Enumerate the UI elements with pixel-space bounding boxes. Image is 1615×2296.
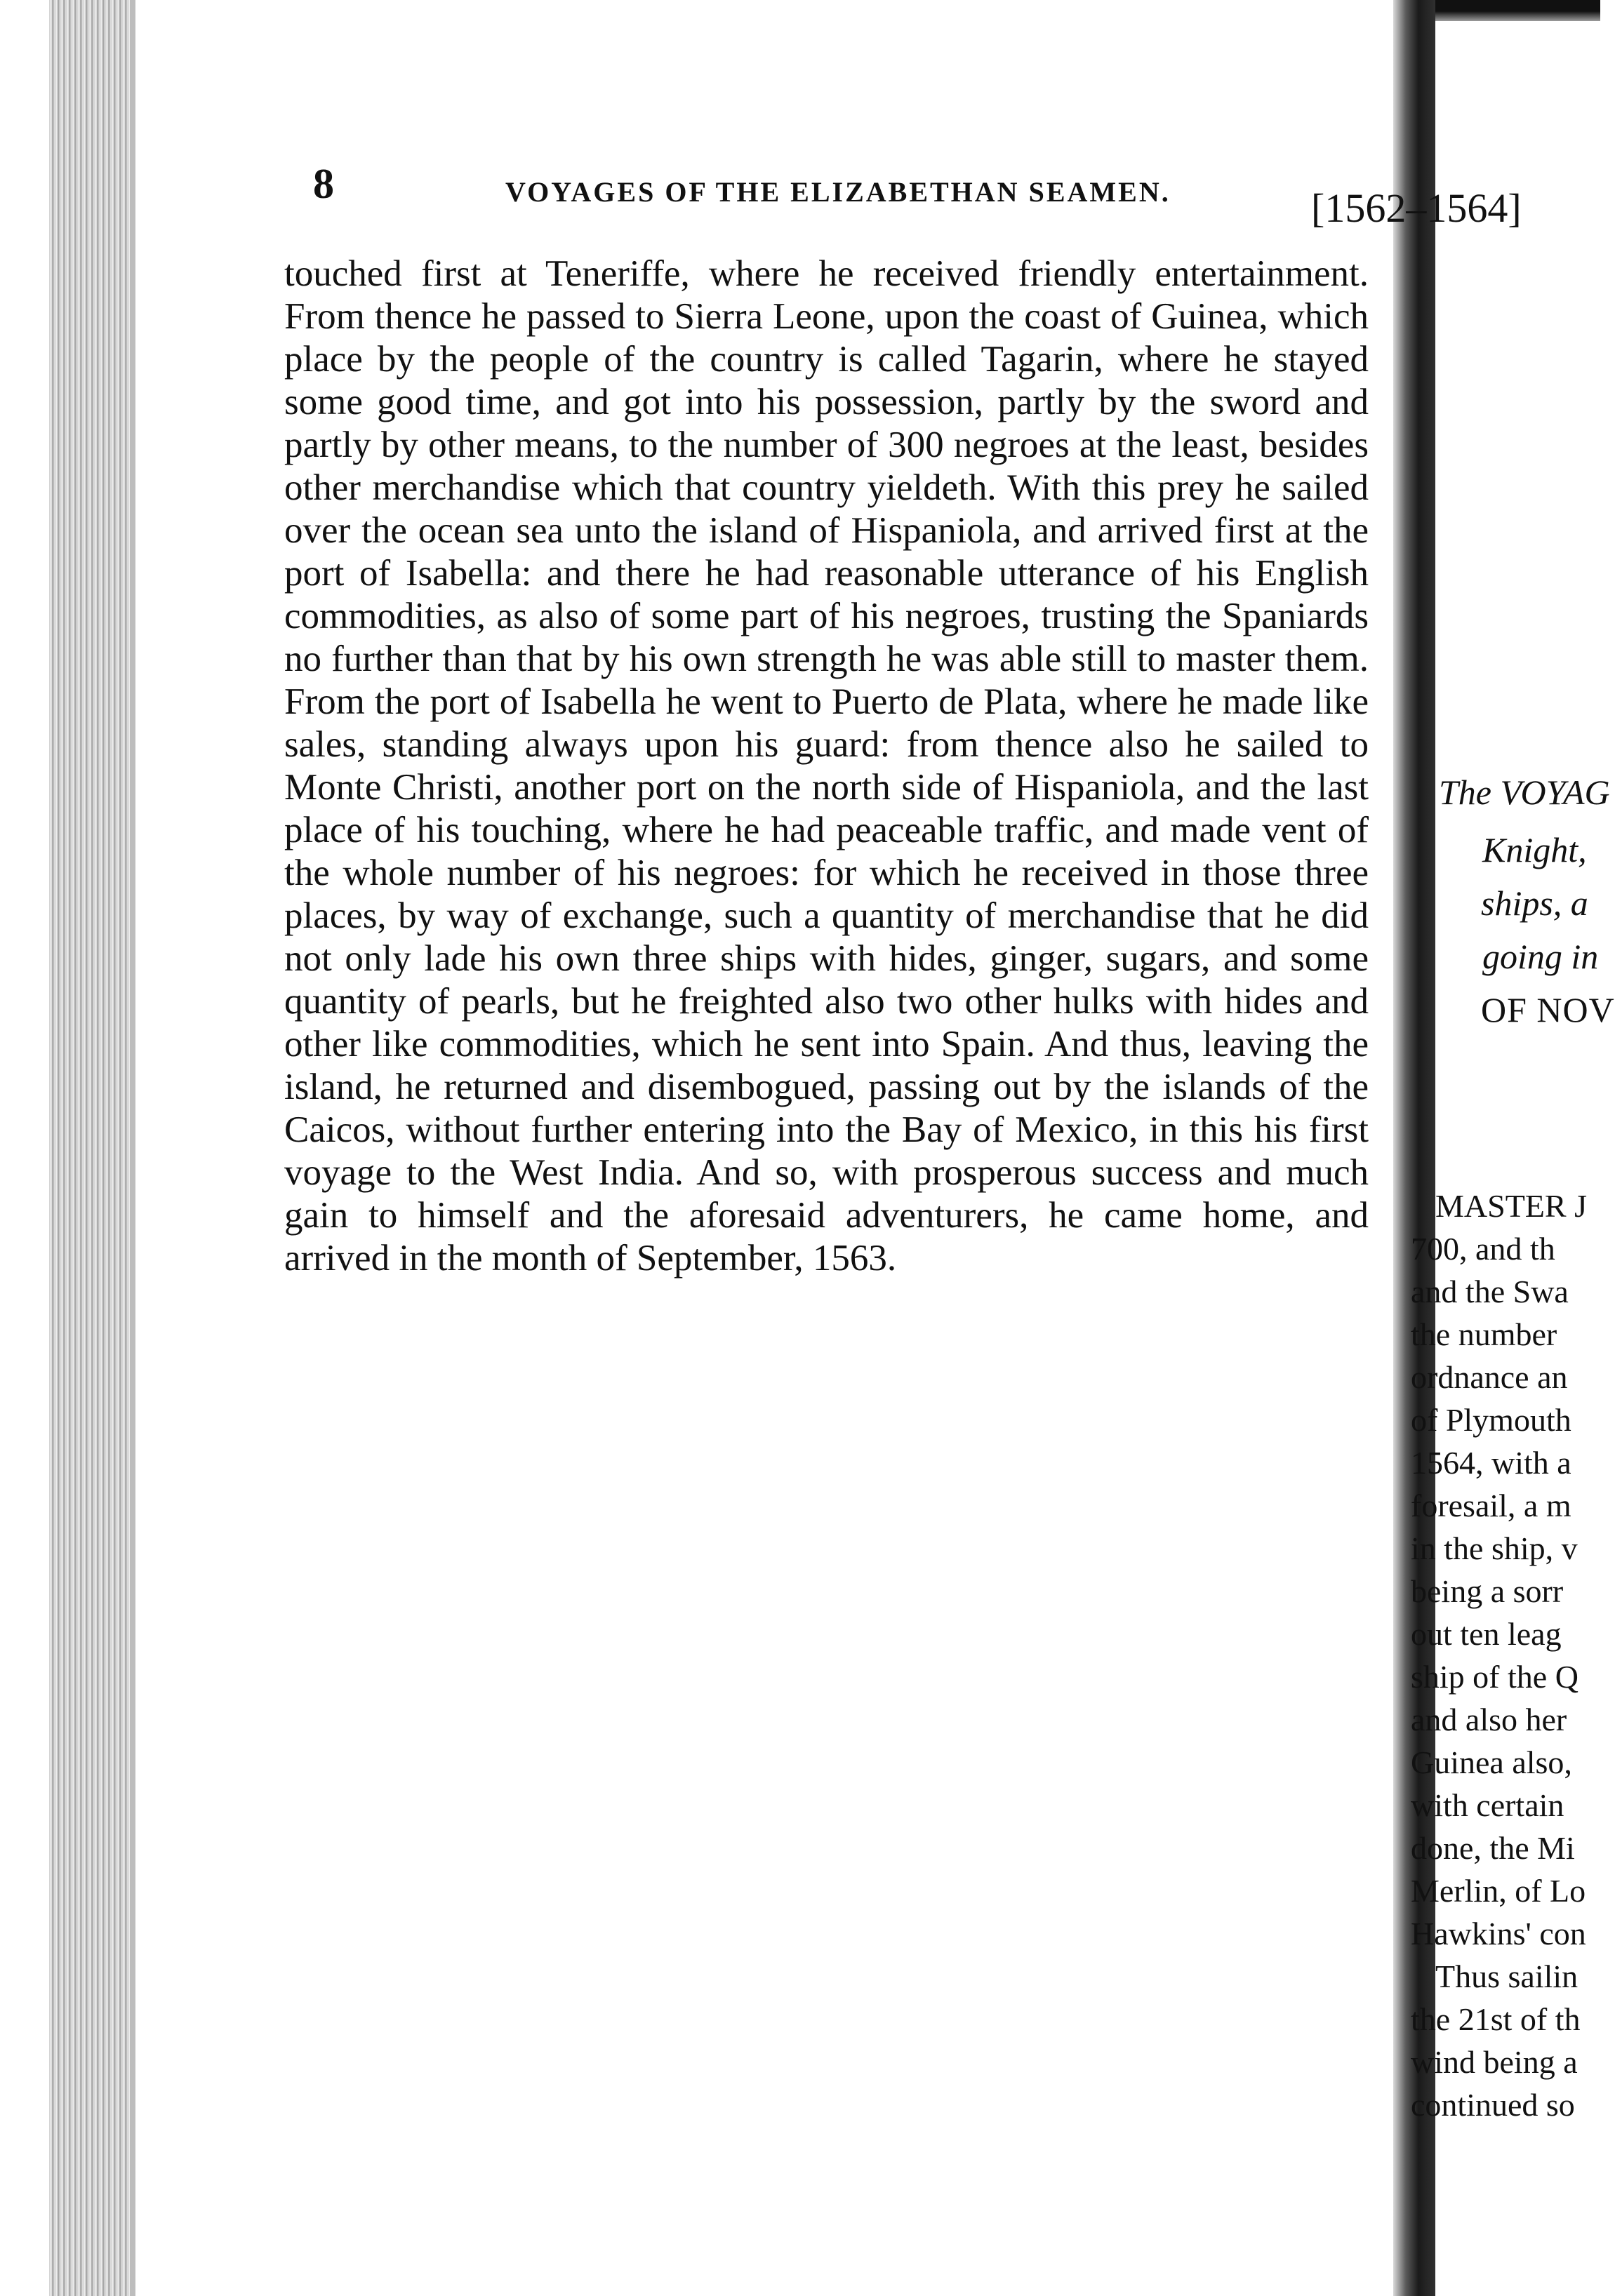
- page-stack-edge-line: [130, 0, 135, 2296]
- body-paragraph: touched first at Teneriffe, where he received friendly entertainment. From thence he passed to Sierra Leone, upon the coast of Guinea, which place by the people of the country is called Tagarin, where he stayed some good time, and got into his possession, partly by the sword and partly by other means, to the number of 300 negroes at the least, besides other merchandise which that country yieldeth. With this prey he sailed over the ocean sea unto the island of Hispaniola, and arrived first at the port of Isabella: and there he had reasonable utterance of his English commodities, as also of some part of his negroes, trusting the Spaniards no further than that by his own strength he was able still to master them. From the port of Isabella he went to Puerto de Plata, where he made like sales, standing always upon his guard: from thence also he sailed to Monte Christi, another port on the north side of Hispaniola, and the last place of his touching, where he had peaceable traffic, and made vent of the whole number of his negroes: for which he received in those three places, by way of exchange, such a quantity of merchandise that he did not only lade his own three ships with hides, ginger, sugars, and some quantity of pearls, but he freighted also two other hulks with hides and other like commodities, which he sent into Spain. And thus, leaving the island, he returned and disembogued, passing out by the islands of the Caicos, without further entering into the Bay of Mexico, in this his first voyage to the West India. And so, with prosperous success and much gain to himself and the aforesaid adventurers, he came home, and arrived in the month of September, 1563.: [284, 253, 1369, 1279]
- right-heading-line: ships, a: [1481, 883, 1588, 923]
- right-page-body: [1411, 1184, 1600, 2126]
- right-body-line: being a sorr: [1411, 1573, 1564, 1609]
- right-body-line: continued so: [1411, 2087, 1575, 2123]
- right-body-line: the number: [1411, 1316, 1557, 1352]
- right-heading-line: going in: [1482, 937, 1599, 976]
- right-body-line: wind being a: [1411, 2044, 1578, 2080]
- right-body-line: ship of the Q: [1411, 1659, 1579, 1695]
- right-body-line: ordnance an: [1411, 1359, 1568, 1395]
- right-body-line: of Plymouth: [1411, 1402, 1571, 1438]
- right-body-line: foresail, a m: [1411, 1488, 1571, 1523]
- body-text: [284, 253, 1369, 1280]
- right-body-line: and the Swa: [1411, 1274, 1569, 1309]
- right-body-line: done, the Mi: [1411, 1830, 1575, 1866]
- right-body-line: MASTER J: [1435, 1188, 1587, 1224]
- right-body-line: the 21st of th: [1411, 2001, 1581, 2037]
- right-body-line: Hawkins' con: [1411, 1916, 1586, 1951]
- page-number: 8: [313, 161, 334, 207]
- right-body-line: Merlin, of Lo: [1411, 1873, 1586, 1909]
- running-head-date: [1562–1564]: [1311, 185, 1522, 231]
- right-body-line: 1564, with a: [1411, 1445, 1571, 1481]
- running-head: VOYAGES OF THE ELIZABETHAN SEAMEN.: [505, 176, 1171, 208]
- right-heading-line: The VOYAG: [1439, 773, 1610, 812]
- right-body-line: and also her: [1411, 1702, 1567, 1737]
- right-body-line: with certain: [1411, 1787, 1564, 1823]
- right-body-line: Thus sailin: [1435, 1958, 1579, 1994]
- right-body-line: out ten leag: [1411, 1616, 1562, 1652]
- right-body-line: 700, and th: [1411, 1231, 1555, 1267]
- right-body-line: in the ship, v: [1411, 1530, 1578, 1566]
- right-heading-line: OF NOV: [1481, 990, 1615, 1029]
- page-stack-edge: [49, 0, 133, 2296]
- right-body-line: Guinea also,: [1411, 1744, 1572, 1780]
- right-heading-line: Knight,: [1482, 830, 1587, 869]
